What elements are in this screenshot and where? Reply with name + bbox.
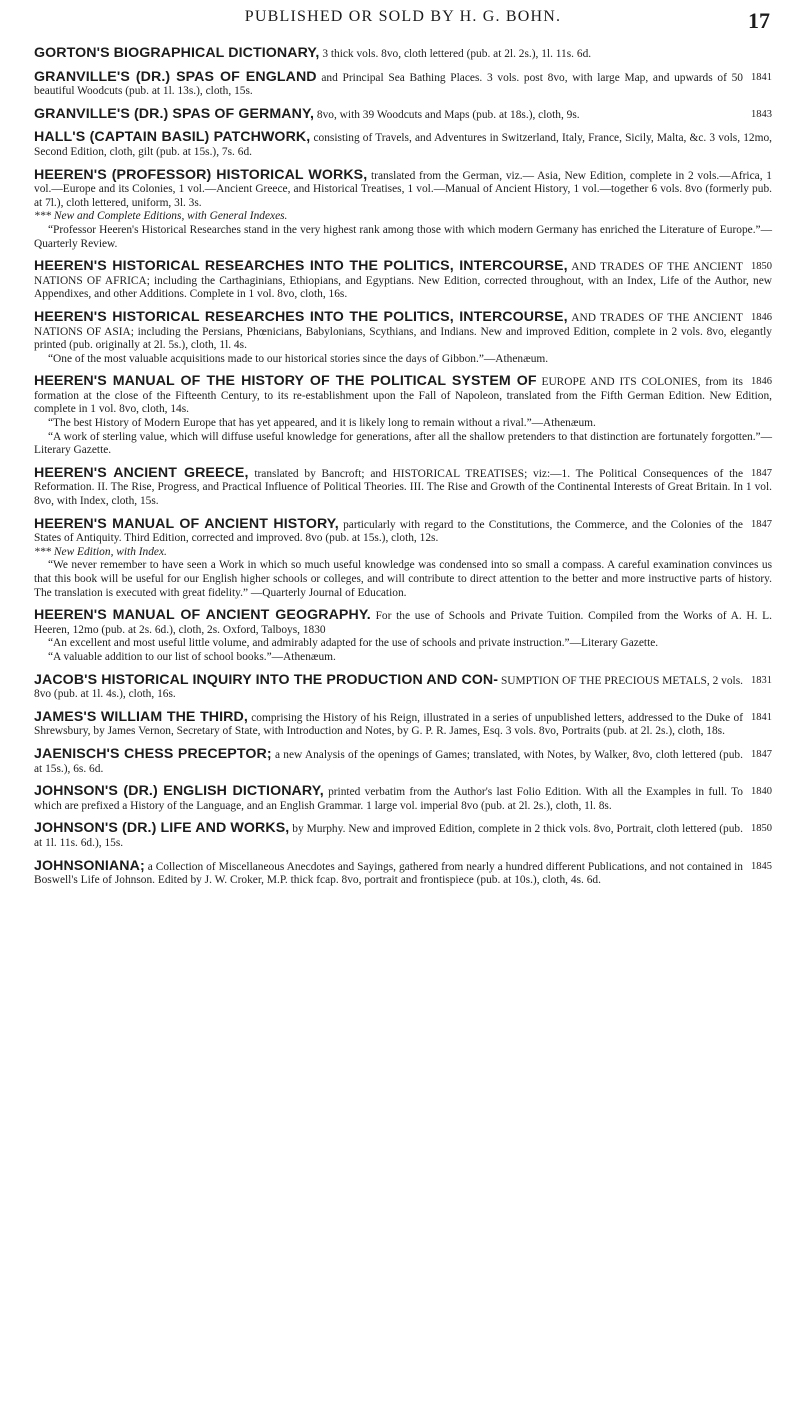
entry-year: 1847 <box>751 518 772 530</box>
entry-year: 1847 <box>751 467 772 479</box>
entry-title: JAENISCH'S CHESS PRECEPTOR; <box>34 745 272 762</box>
entry-quote: “We never remember to have seen a Work in which so much useful knowledge was condensed into so small a compass. A careful examination convinces us that this book will be useful for our English higher schools or colleges, and will contribute to direct attention to the better and more instructive parts of history. The translation is executed with great fidelity.” —Quarterly Journal of Education. <box>34 559 772 599</box>
entry-title: GRANVILLE'S (DR.) SPAS OF GERMANY, <box>34 105 315 122</box>
entry-title: HEEREN'S MANUAL OF ANCIENT GEOGRAPHY. <box>34 607 371 624</box>
entry-year: 1850 <box>751 261 772 273</box>
entry-description: comprising the History of his Reign, illustrated in a series of unpublished letters, addressed to the Duke of Shrewsbury, by James Vernon, Secretary of State, with Introduction and Notes, by G. P. R. James, Esq. 3 vols. 8vo, Portraits (pub. at 2l. 2s.), cloth, 18s. <box>34 711 743 738</box>
entry-description: consisting of Travels, and Adventures in Switzerland, Italy, France, Sicily, Malta, &c. 3 vols, 12mo, Second Edition, cloth, gilt (pub. at 15s.), 7s. 6d. <box>34 132 773 158</box>
entry-title: HEEREN'S MANUAL OF ANCIENT HISTORY, <box>34 515 339 532</box>
catalogue-entry <box>34 464 772 509</box>
entry-title: JOHNSON'S (DR.) LIFE AND WORKS, <box>34 820 290 837</box>
entry-title: HEEREN'S MANUAL OF THE HISTORY OF THE POLITICAL SYSTEM OF <box>34 373 537 390</box>
entry-title: GRANVILLE'S (DR.) SPAS OF ENGLAND <box>34 68 317 85</box>
catalogue-entry <box>34 47 772 62</box>
entry-title: GORTON'S BIOGRAPHICAL DICTIONARY, <box>34 45 320 61</box>
catalogue-entry <box>34 609 772 664</box>
entry-description: translated by Bancroft; and HISTORICAL TREATISES; viz:—1. The Political Consequences of the Reformation. II. The Rise, Progress, and Practical Influence of Political Theories. III. The Rise and Growth of the Continental Interests of Great Britain. In 1 vol. 8vo, with Index, cloth, 15s. <box>34 467 772 508</box>
catalogue-entry <box>34 308 772 366</box>
entry-year: 1841 <box>751 71 772 83</box>
entry-description: and Principal Sea Bathing Places. 3 vols. post 8vo, with large Map, and upwards of 50 beautiful Woodcuts (pub. at 1l. 13s.), cloth, 15s. <box>34 71 743 98</box>
entry-year: 1840 <box>751 786 772 798</box>
entry-description: printed verbatim from the Author's last Folio Edition. With all the Examples in full. To which are prefixed a History of the Language, and an English Grammar. 1 large vol. imperial 8vo (pub. at 2l. 2s.), cloth, 1l. 8s. <box>34 786 743 812</box>
page-number: 17 <box>748 8 770 33</box>
catalogue-entry <box>34 68 772 99</box>
catalogue-entry <box>34 105 772 123</box>
entry-description: For the use of Schools and Private Tuition. Compiled from the Works of A. H. L. Heeren, 12mo (pub. at 2s. 6d.), cloth, 2s. Oxford, Talboys, 1830 <box>34 610 772 636</box>
entry-description: SUMPTION OF THE PRECIOUS METALS, 2 vols. 8vo (pub. at 1l. 4s.), cloth, 16s. <box>34 674 743 701</box>
catalogue-entry <box>34 708 772 739</box>
catalogue-entry <box>34 260 772 302</box>
catalogue-entry <box>34 822 772 850</box>
catalogue-entry <box>34 375 772 458</box>
catalogue-entries <box>34 47 772 888</box>
entry-quote: “One of the most valuable acquisitions made to our historical stories since the days of Gibbon.”—Athenæum. <box>48 352 549 365</box>
catalogue-entry <box>34 857 772 888</box>
entry-description: AND TRADES OF THE ANCIENT NATIONS OF AFRICA; including the Carthaginians, Ethiopians, and Egyptians. New Edition, corrected throughout, with an Index, Life of the Author, new Appendixes, and other Additions. Complete in 1 vol. 8vo, cloth, 16s. <box>34 261 772 301</box>
entry-description: a Collection of Miscellaneous Anecdotes and Sayings, gathered from nearly a hundred different Publications, and not contained in Boswell's Life of Johnson. Edited by J. W. Croker, M.P. thick fcap. 8vo, portrait and frontispiece (pub. at 10s.), cloth, 4s. 6d. <box>34 860 743 887</box>
entry-year: 1841 <box>751 711 772 723</box>
catalogue-entry <box>34 166 772 252</box>
running-title: PUBLISHED OR SOLD BY H. G. BOHN. <box>244 8 562 25</box>
entry-year: 1843 <box>751 108 772 120</box>
entry-quote: “The best History of Modern Europe that has yet appeared, and it is likely long to remain without a rival.”—Athenæum. <box>48 417 596 430</box>
entry-quote: “A valuable addition to our list of school books.”—Athenæum. <box>48 650 336 663</box>
running-head <box>34 8 772 38</box>
entry-description: particularly with regard to the Constitutions, the Commerce, and the Colonies of the States of Antiquity. Third Edition, corrected and improved. 8vo (pub. at 15s.), cloth, 12s. <box>34 518 743 545</box>
entry-year: 1831 <box>751 674 772 686</box>
catalogue-entry <box>34 785 772 813</box>
entry-description: by Murphy. New and improved Edition, complete in 2 thick vols. 8vo, Portrait, cloth lettered (pub. at 1l. 11s. 6d.), 15s. <box>34 823 743 849</box>
entry-note: *** New Edition, with Index. <box>34 545 167 558</box>
entry-title: JAMES'S WILLIAM THE THIRD, <box>34 708 248 725</box>
entry-title: HEEREN'S (PROFESSOR) HISTORICAL WORKS, <box>34 166 368 183</box>
entry-description: a new Analysis of the openings of Games; translated, with Notes, by Walker, 8vo, cloth lettered (pub. at 15s.), 6s. 6d. <box>34 748 743 775</box>
entry-title: JOHNSON'S (DR.) ENGLISH DICTIONARY, <box>34 783 324 800</box>
entry-year: 1846 <box>751 311 772 323</box>
catalogue-entry <box>34 671 772 702</box>
entry-description: EUROPE AND ITS COLONIES, from its formation at the close of the Fifteenth Century, to its re-establishment upon the Fall of Napoleon, translated from the Fifth German Edition. New Edition, complete in 1 vol. 8vo, cloth, 14s. <box>34 376 772 416</box>
entry-year: 1846 <box>751 376 772 388</box>
entry-year: 1850 <box>751 823 772 835</box>
entry-title: HEEREN'S HISTORICAL RESEARCHES INTO THE POLITICS, INTERCOURSE, <box>34 258 568 275</box>
entry-title: JACOB'S HISTORICAL INQUIRY INTO THE PRODUCTION AND CON- <box>34 671 499 688</box>
entry-description: AND TRADES OF THE ANCIENT NATIONS OF ASIA; including the Persians, Phœnicians, Babylonians, Scythians, and Indians. New and improved Edition, complete in 2 vols. 8vo, elegantly printed (pub. originally at 2l. 5s.), cloth, 1l. 4s. <box>34 311 772 352</box>
entry-year: 1847 <box>751 748 772 760</box>
entry-quote: “An excellent and most useful little volume, and admirably adapted for the use of schools and private instruction.”—Literary Gazette. <box>48 637 659 650</box>
entry-quote: “A work of sterling value, which will diffuse useful knowledge for generations, after all the shallow pretenders to that distinction are fortunately forgotten.”—Literary Gazette. <box>34 430 772 457</box>
entry-title: HALL'S (CAPTAIN BASIL) PATCHWORK, <box>34 129 311 146</box>
entry-description: 3 thick vols. 8vo, cloth lettered (pub. at 2l. 2s.), 1l. 11s. 6d. <box>322 48 592 60</box>
entry-description: translated from the German, viz.— Asia, New Edition, complete in 2 vols.—Africa, 1 vol.—Europe and its Colonies, 1 vol.—Ancient Greece, and Historical Treatises, 1 vol.—Manual of Ancient History, 1 vol.—together 6 vols. 8vo (formerly pub. at 7l.), cloth lettered, uniform, 3l. 3s. <box>34 169 772 209</box>
entry-title: JOHNSONIANA; <box>34 857 145 874</box>
entry-note: *** New and Complete Editions, with General Indexes. <box>34 210 288 223</box>
catalogue-entry <box>34 515 772 601</box>
catalogue-entry <box>34 745 772 776</box>
entry-quote: “Professor Heeren's Historical Researches stand in the very highest rank among those with which modern Germany has enriched the Literature of Europe.”—Quarterly Review. <box>34 223 772 250</box>
entry-title: HEEREN'S HISTORICAL RESEARCHES INTO THE POLITICS, INTERCOURSE, <box>34 308 568 325</box>
entry-year: 1845 <box>751 860 772 872</box>
entry-description: 8vo, with 39 Woodcuts and Maps (pub. at 18s.), cloth, 9s. <box>316 108 580 121</box>
entry-title: HEEREN'S ANCIENT GREECE, <box>34 464 249 481</box>
catalogue-entry <box>34 131 772 159</box>
